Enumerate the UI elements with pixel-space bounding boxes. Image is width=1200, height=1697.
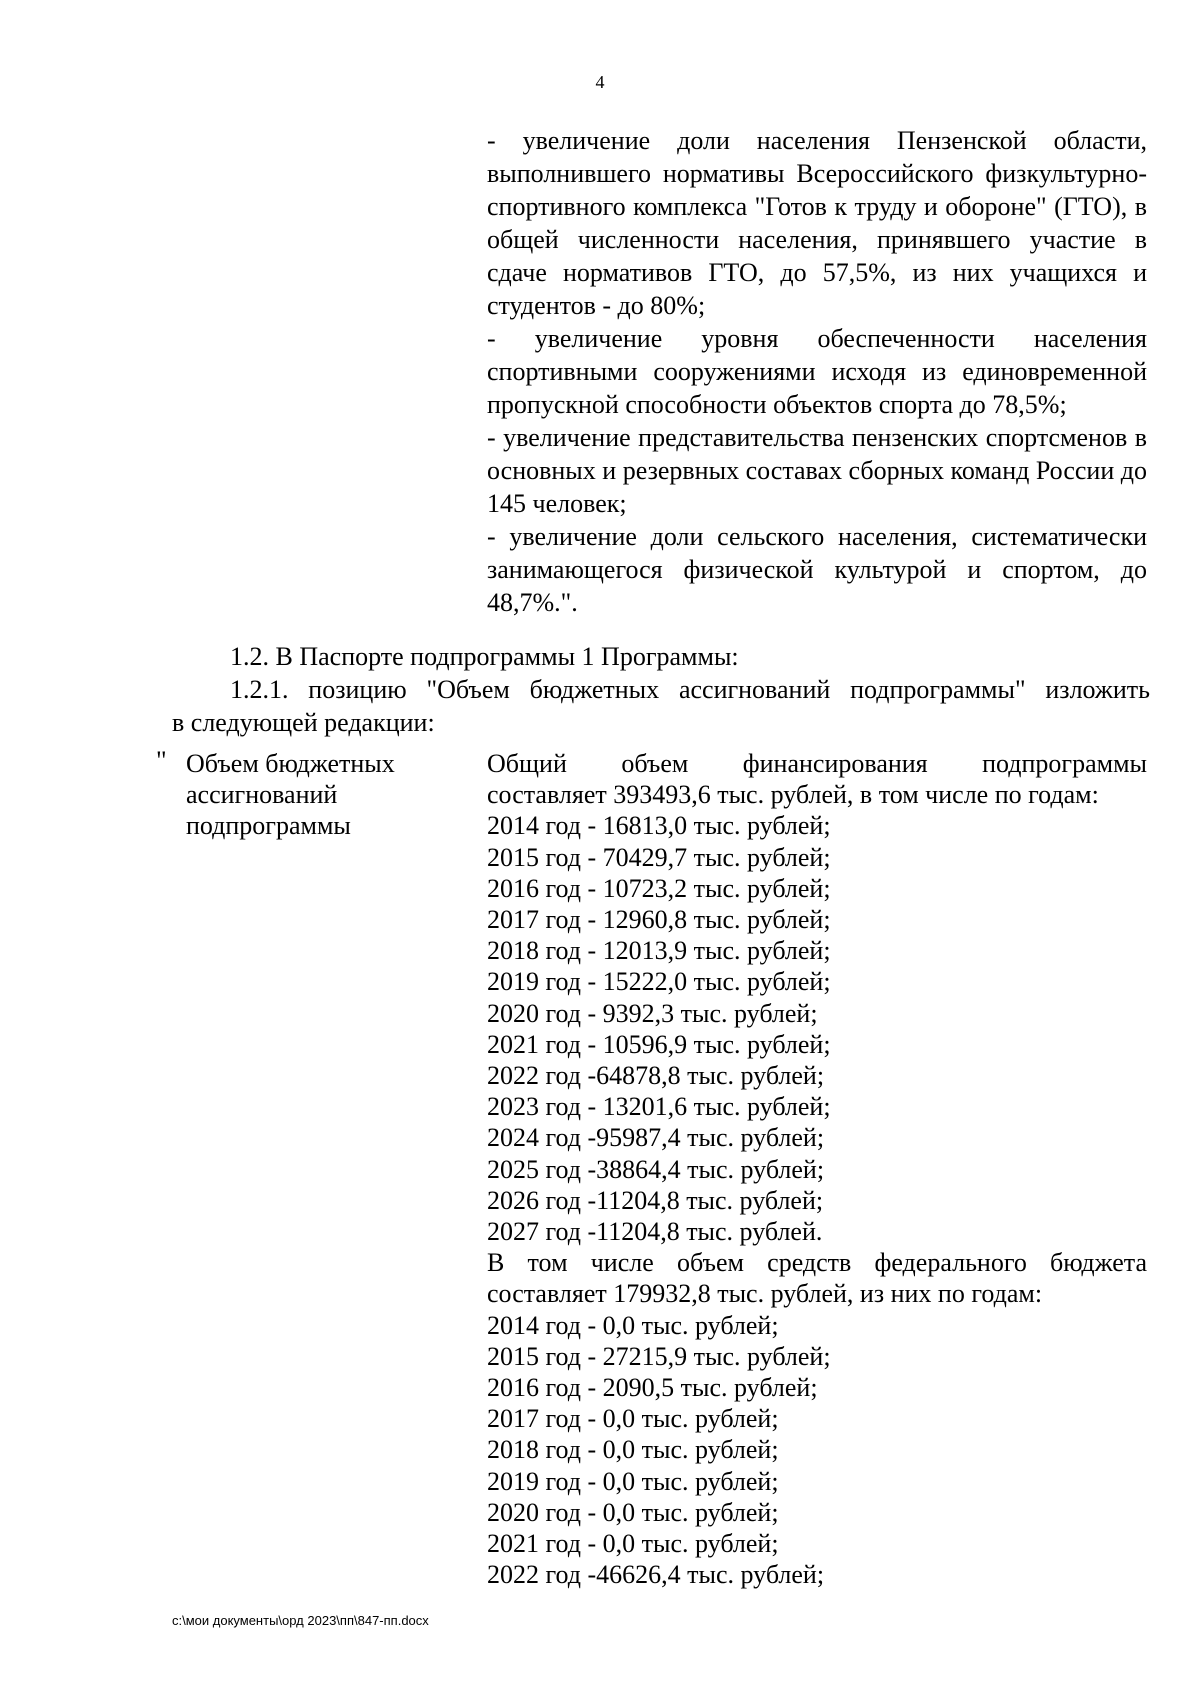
year-amount-line: 2017 год - 12960,8 тыс. рублей; <box>487 905 831 935</box>
federal-year-amount-line: 2015 год - 27215,9 тыс. рублей; <box>487 1341 831 1371</box>
year-amount-line: 2015 год - 70429,7 тыс. рублей; <box>487 842 831 872</box>
year-amount-line: 2024 год -95987,4 тыс. рублей; <box>487 1123 825 1153</box>
federal-year-amount-line: 2018 год - 0,0 тыс. рублей; <box>487 1435 779 1465</box>
total-summary-line: Общий объем финансирования подпрограммы <box>487 749 1147 778</box>
intro-item: - увеличение доли сельского населения, систематически занимающегося физической культурой и спортом, до 48,7%.". <box>487 522 1147 617</box>
year-amount-line: 2025 год -38864,4 тыс. рублей; <box>487 1154 825 1184</box>
year-amount-line: 2014 год - 16813,0 тыс. рублей; <box>487 811 831 841</box>
total-by-year-list <box>487 810 1147 1247</box>
federal-year-amount-line: 2016 год - 2090,5 тыс. рублей; <box>487 1373 818 1403</box>
intro-list <box>487 124 1147 619</box>
federal-year-amount-line: 2020 год - 0,0 тыс. рублей; <box>487 1497 779 1527</box>
year-amount-line: 2019 год - 15222,0 тыс. рублей; <box>487 967 831 997</box>
year-amount-line: 2027 год -11204,8 тыс. рублей. <box>487 1217 823 1247</box>
intro-item: - увеличение представительства пензенских спортсменов в основных и резервных составах сборных команд России до 145 человек; <box>487 423 1147 518</box>
federal-summary-line: В том числе объем средств федерального бюджета <box>487 1248 1147 1278</box>
table-row-label: Объем бюджетных ассигнований подпрограммы <box>186 749 395 840</box>
intro-item: - увеличение доли населения Пензенской области, выполнившего нормативы Всероссийского физкультурно-спортивного комплекса "Готов к труду и обороне" (ГТО), в общей численности населения, принявшего участие в сдаче нормативов ГТО, до 57,5%, из них учащихся и студентов - до 80%; <box>487 126 1147 320</box>
federal-year-amount-line: 2014 год - 0,0 тыс. рублей; <box>487 1310 779 1340</box>
federal-summary-line: составляет 179932,8 тыс. рублей, из них по годам: <box>487 1279 1043 1309</box>
year-amount-line: 2021 год - 10596,9 тыс. рублей; <box>487 1029 831 1059</box>
year-amount-line: 2020 год - 9392,3 тыс. рублей; <box>487 998 818 1028</box>
section-1-2-1-continuation: в следующей редакции: <box>172 708 435 737</box>
page-number: 4 <box>595 72 605 92</box>
section-heading-1-2: 1.2. В Паспорте подпрограммы 1 Программы: <box>230 642 739 671</box>
federal-year-amount-line: 2019 год - 0,0 тыс. рублей; <box>487 1466 779 1496</box>
federal-by-year-list <box>487 1310 1147 1591</box>
total-summary-line: составляет 393493,6 тыс. рублей, в том числе по годам: <box>487 780 1099 810</box>
year-amount-line: 2026 год -11204,8 тыс. рублей; <box>487 1185 824 1215</box>
section-1-2-1-line <box>230 673 1150 706</box>
table-row-value <box>487 748 1147 1590</box>
federal-year-amount-line: 2021 год - 0,0 тыс. рублей; <box>487 1529 779 1559</box>
year-amount-line: 2023 год - 13201,6 тыс. рублей; <box>487 1092 831 1122</box>
year-amount-line: 2018 год - 12013,9 тыс. рублей; <box>487 936 831 966</box>
year-amount-line: 2016 год - 10723,2 тыс. рублей; <box>487 873 831 903</box>
opening-quote: " <box>156 746 167 775</box>
year-amount-line: 2022 год -64878,8 тыс. рублей; <box>487 1061 825 1091</box>
federal-year-amount-line: 2022 год -46626,4 тыс. рублей; <box>487 1560 825 1590</box>
intro-item: - увеличение уровня обеспеченности населения спортивными сооружениями исходя из единовременной пропускной способности объектов спорта до 78,5%; <box>487 324 1147 419</box>
federal-year-amount-line: 2017 год - 0,0 тыс. рублей; <box>487 1404 779 1434</box>
section-1-2-1-text: 1.2.1. позицию "Объем бюджетных ассигнований подпрограммы" изложить <box>230 675 1150 704</box>
footer-file-path: c:\мои документы\орд 2023\пп\847-пп.docx <box>172 1613 429 1628</box>
